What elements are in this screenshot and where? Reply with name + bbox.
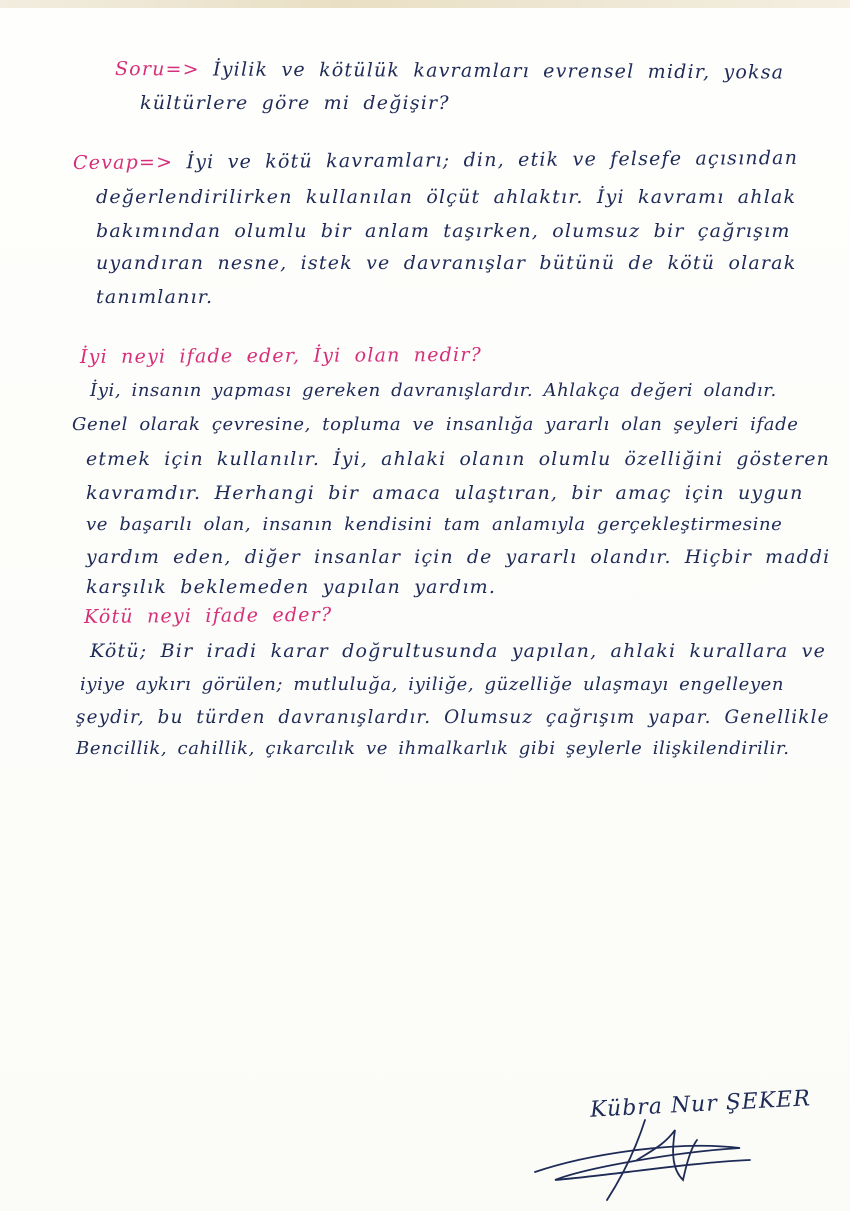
question-line-2: kültürlere göre mi değişir? (140, 92, 450, 114)
question-text: İyilik ve kötülük kavramları evrensel midir, yoksa (213, 58, 785, 84)
good-line-1: İyi, insanın yapması gereken davranışlardır. Ahlakça değeri olandır. (90, 380, 777, 401)
signature-mark (525, 1110, 775, 1205)
answer-label: Cevap=> (72, 151, 174, 174)
answer-text: İyi ve kötü kavramları; din, etik ve felsefe açısından (186, 146, 799, 174)
good-heading: İyi neyi ifade eder, İyi olan nedir? (79, 343, 483, 368)
answer-line-1 (73, 147, 798, 174)
bad-line-4: Bencillik, cahillik, çıkarcılık ve ihmalkarlık gibi şeylerle ilişkilendirilir. (76, 738, 790, 759)
bad-line-2: iyiye aykırı görülen; mutluluğa, iyiliğe, güzelliğe ulaşmayı engelleyen (80, 674, 785, 695)
answer-line-5: tanımlanır. (96, 286, 214, 308)
signature-name: Kübra Nur ŞEKER (589, 1086, 812, 1123)
bad-heading: Kötü neyi ifade eder? (83, 603, 333, 628)
answer-line-2: değerlendirilirken kullanılan ölçüt ahlaktır. İyi kavramı ahlak (96, 186, 797, 208)
answer-line-3: bakımından olumlu bir anlam taşırken, olumsuz bir çağrışım (96, 220, 791, 242)
good-line-2: Genel olarak çevresine, topluma ve insanlığa yararlı olan şeyleri ifade (72, 414, 799, 435)
paper-edge (0, 0, 850, 8)
good-line-6: yardım eden, diğer insanlar için de yararlı olandır. Hiçbir maddi (86, 546, 831, 568)
good-line-4: kavramdır. Herhangi bir amaca ulaştıran, bir amaç için uygun (86, 482, 804, 504)
bad-line-1: Kötü; Bir iradi karar doğrultusunda yapılan, ahlaki kurallara ve (90, 640, 827, 662)
bad-line-3: şeydir, bu türden davranışlardır. Olumsuz çağrışım yapar. Genellikle (76, 706, 830, 728)
good-line-5: ve başarılı olan, insanın kendisini tam anlamıyla gerçekleştirmesine (86, 514, 783, 535)
good-line-3: etmek için kullanılır. İyi, ahlaki olanın olumlu özelliğini gösteren (86, 448, 830, 470)
question-line-1 (115, 58, 784, 84)
good-line-7: karşılık beklemeden yapılan yardım. (86, 576, 497, 598)
answer-line-4: uyandıran nesne, istek ve davranışlar bütünü de kötü olarak (96, 252, 797, 274)
question-label: Soru=> (114, 58, 200, 81)
